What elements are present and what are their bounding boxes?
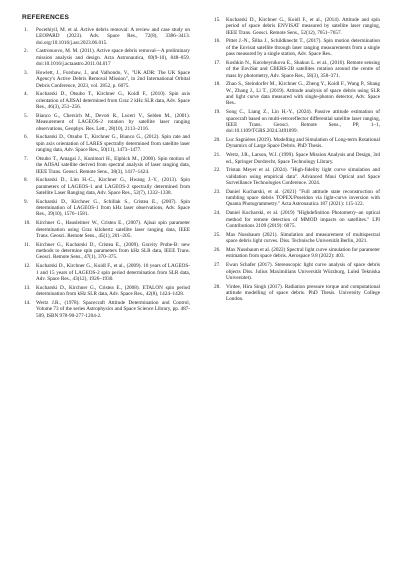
reference-entry: [24, 220, 190, 239]
reference-number: 18.: [214, 81, 221, 88]
reference-entry: [214, 247, 380, 260]
reference-text: Daniel Kucharski, et al. (2019) "Highdefinition Photometry–an optical method for remote detection of MMOD impacts on satellites." LPI Contributions 2109 (2019): 6075.: [226, 210, 380, 229]
reference-entry: [214, 38, 380, 57]
reference-text: Song C., Liang Z., Lin H.-Y., (2024). Passive attitude estimation of spacecraft based on multi-retroreflector differential satellite laser ranging, IEEE Trans. Geosci. Remote Sens., PP, 1–1, doi:10.1109/TGRS.2024.3491099.: [226, 109, 380, 135]
reference-text: Koshkin N., Korobeynikova E., Shakun L. et al., (2016). Remote sensing of the EnviSat and CBERS-2B satellites rotation around the centre of mass by photometry, Adv. Space Res., 58(3), 358–371.: [226, 59, 380, 79]
reference-text: Kucharski D., Lim H.-C., Kirchner G., Hwang J.-Y., (2013). Spin parameters of LAGEOS-1 and LAGEOS-2 spectrally determined from Satellite Laser Ranging data, Adv. Space Res., 52(7), 1332–1338.: [36, 177, 190, 196]
reference-entry: [24, 263, 190, 282]
reference-entry: [24, 48, 190, 67]
reference-text: Tristan Meyer et al. (2024). "High-fidelity light curve simulation and validation using empirical data". Advanced Maui Optical and Space Surveillance Technologies Conference. 2024.: [226, 167, 380, 186]
reference-number: 14.: [24, 300, 31, 306]
reference-text: Daniel Kucharski, et al. (2021) "Full attitude state reconstruction of tumbling space debris TOPEX/Poseidon via light-curve inversion with Quanta Photogrammetry." Acta Astronautica 187 (2021): 115-122.: [226, 188, 380, 208]
reference-entry: [24, 134, 190, 153]
reference-text: Ewan Schafer (2017). Stereoscopic light curve analysis of space debris objects Diss. Julius Maximilians Universität Würzburg, Luleå Tekniska Universitet).: [226, 262, 380, 281]
reference-number: 13.: [24, 284, 31, 291]
reference-number: 7.: [24, 155, 28, 162]
reference-entry: [24, 285, 190, 298]
reference-text: Kucharski D., Otsubo T., Kirchner G., Bianco G., (2012). Spin rate and spin axis orientation of LARES spectrally determined from satellite laser ranging data, Adv. Space Res., 50(11), 1473–1477.: [36, 134, 190, 154]
reference-entry: [24, 300, 190, 319]
reference-entry: [24, 199, 190, 218]
reference-number: 27.: [214, 262, 221, 269]
reference-number: 8.: [24, 177, 28, 184]
reference-text: Max Nussbaum (2021). Simulation and measurement of multispectral space debris light curves. Diss. Technische Universität Berlin, 2021.: [226, 231, 380, 245]
reference-number: 17.: [214, 59, 221, 66]
reference-entry: [214, 81, 380, 106]
reference-text: Bianco G., Chersich M., Devoti R., Luceri V., Selden M., (2001). Measurement of LAGEOS-2 rotation by satellite laser ranging observations, Geophys. Res. Lett., 28(10), 2113–2116.: [36, 112, 190, 132]
reference-number: 5.: [24, 112, 28, 119]
reference-entry: [24, 113, 190, 132]
reference-number: 12.: [24, 263, 31, 270]
reference-number: 10.: [24, 220, 31, 227]
reference-entry: [24, 242, 190, 261]
reference-number: 22.: [214, 167, 221, 174]
reference-entry: [214, 137, 380, 150]
reference-text: Virdee, Hira Singh (2017). Radiation pressure torque and computational attitude modelling of space debris. PhD Thesis. University College London.: [226, 283, 380, 303]
reference-text: Kirchner G., Kucharski D., Cristea E., (2009). Gravity Probe-B: new methods to determine spin parameters from kHz SLR data, IEEE Trans. Geosci. Remote Sens., 47(1), 370–375.: [36, 241, 190, 261]
reference-number: 4.: [24, 91, 28, 98]
reference-number: 24.: [214, 210, 221, 217]
reference-number: 20.: [214, 137, 221, 144]
reference-text: Kucharski D., Kirchner G., Schillak S., Cristea E., (2007). Spin determination of LAGEOS-1 from kHz laser observations, Adv. Space Res., 39(10), 1576–1581.: [36, 198, 190, 218]
reference-text: Wertz, J.R., Larson, W.J. (1999). Space Mission Analysis and Design, 3rd ed., Springer Dordrecht, Space Technology Library.: [226, 152, 380, 165]
reference-text: Max Nussbaum et al. (2022) Spectral light curve simulation for parameter estimation from space debris. Aerospace 9.8 (2022): 403.: [226, 247, 380, 260]
reference-column-left: [24, 27, 190, 321]
reference-entry: [24, 156, 190, 175]
reference-entry: [24, 177, 190, 196]
reference-number: 19.: [214, 109, 221, 116]
reference-entry: [24, 70, 190, 89]
reference-entry: [24, 91, 190, 110]
reference-text: Howlett, J., Forshaw, J., and Valhondo, V., "UK ADR: The UK Space Agency's Active Debris Removal Mission", in 2nd International Orbital Debris Conference, 2023, vol. 2852, p. 6075.: [36, 69, 190, 89]
reference-number: 28.: [214, 283, 221, 290]
reference-text: Kucharski D., Kirchner G., Cristea E., (2008). ETALON spin period determination from kHz SLR data, Adv. Space Res., 42(8), 1424–1428.: [36, 284, 190, 298]
reference-number: 1.: [24, 27, 28, 33]
reference-text: Pittet J.-N., Šilha J., Schildknecht T., (2017). Spin motion determination of the Envisat satellite through laser ranging measurements from a single pass measured by a single station, Adv. Space Res..: [226, 38, 380, 58]
reference-number: 3.: [24, 69, 28, 76]
reference-text: Kirchner G., Hausleitner W., Cristea E., (2007). Ajisai spin parameter determination using Graz kilohertz satellite laser ranging data, IEEE Trans. Geosci. Remote Sens., 45(1), 201–205.: [36, 220, 190, 239]
reference-number: 25.: [214, 231, 221, 238]
reference-entry: [214, 284, 380, 303]
reference-entry: [214, 210, 380, 229]
reference-number: 23.: [214, 188, 221, 195]
reference-text: Kucharski D., Otsubo T., Kirchner G., Koidl F., (2010). Spin axis orientation of AJISAI determined from Graz 2 kHz SLR data, Adv. Space Res., 46(3), 251–256.: [36, 91, 190, 111]
reference-number: 16.: [214, 38, 221, 45]
reference-text: Castronuovo, M. M. (2011). Active space debris removal—A preliminary mission analysis and design. Acta Astronautica, 69(9-10), 848–859. doi:10.1016/j.actaastro.2011.04.017: [36, 48, 190, 68]
references-heading: REFERENCES: [22, 14, 70, 21]
reference-entry: [214, 17, 380, 36]
reference-text: Kucharski D., Kirchner G., Koidl F., et al., (2014). Attitude and spin period of space debris ENVISAT measured by satellite laser ranging, IEEE Trans. Geosci. Remote Sens., 52(12), 7651–7657.: [226, 17, 380, 36]
reference-text: Pocethiyil, M. et al. Active debris removal: A review and case study on LEOPARD (2023). Adv. Space Res., 72(8), 3386–3413. doi.org/10.1016/j.asr.2023.06.015.: [36, 27, 190, 46]
reference-entry: [214, 189, 380, 208]
reference-text: Zhao S., Steindorfer M., Kirchner G., Zheng Y., Koidl F., Wang P., Shang W., Zhang J., Li T., (2019). Attitude analysis of space debris using SLR and light curve data measured with single-photon detector, Adv. Space Res..: [226, 81, 380, 107]
reference-number: 2.: [24, 48, 28, 55]
reference-text: Wertz J.R., (1978). Spacecraft Attitude Determination and Control, Volume 73 of the series Astrophysics and Space Science Library, pp. 487-509, ISBN 978-90-277-1204-2.: [36, 300, 190, 319]
reference-text: Kucharski D., Kirchner G., Koidl F., et al., (2009). 10 years of LAGEOS-1 and 15 years of LAGEOS-2 spin period determination from SLR data, Adv. Space Res., 43(12), 1926–1930.: [36, 263, 190, 282]
reference-number: 26.: [214, 247, 221, 254]
reference-entry: [214, 152, 380, 165]
reference-number: 11.: [24, 241, 31, 248]
reference-number: 21.: [214, 152, 221, 159]
reference-number: 9.: [24, 198, 28, 205]
reference-text: Luc Sagnières (2019). Modelling and Simulation of Long-term Rotational Dynamics of Large Space Debris. PhD Thesis.: [226, 137, 380, 150]
reference-entry: [214, 167, 380, 186]
reference-entry: [214, 109, 380, 134]
reference-number: 6.: [24, 134, 28, 141]
reference-entry: [24, 27, 190, 46]
reference-column-right: [214, 17, 380, 305]
reference-entry: [214, 262, 380, 281]
reference-text: Otsubo T., Amagai J., Kunimori H., Elphick M., (2000). Spin motion of the AJISAI satellite derived from spectral analysis of laser ranging data, IEEE Trans. Geosci. Remote Sens., 38(3), 1417–1424.: [36, 155, 190, 175]
reference-entry: [214, 60, 380, 79]
reference-entry: [214, 232, 380, 245]
reference-number: 15.: [214, 17, 221, 23]
